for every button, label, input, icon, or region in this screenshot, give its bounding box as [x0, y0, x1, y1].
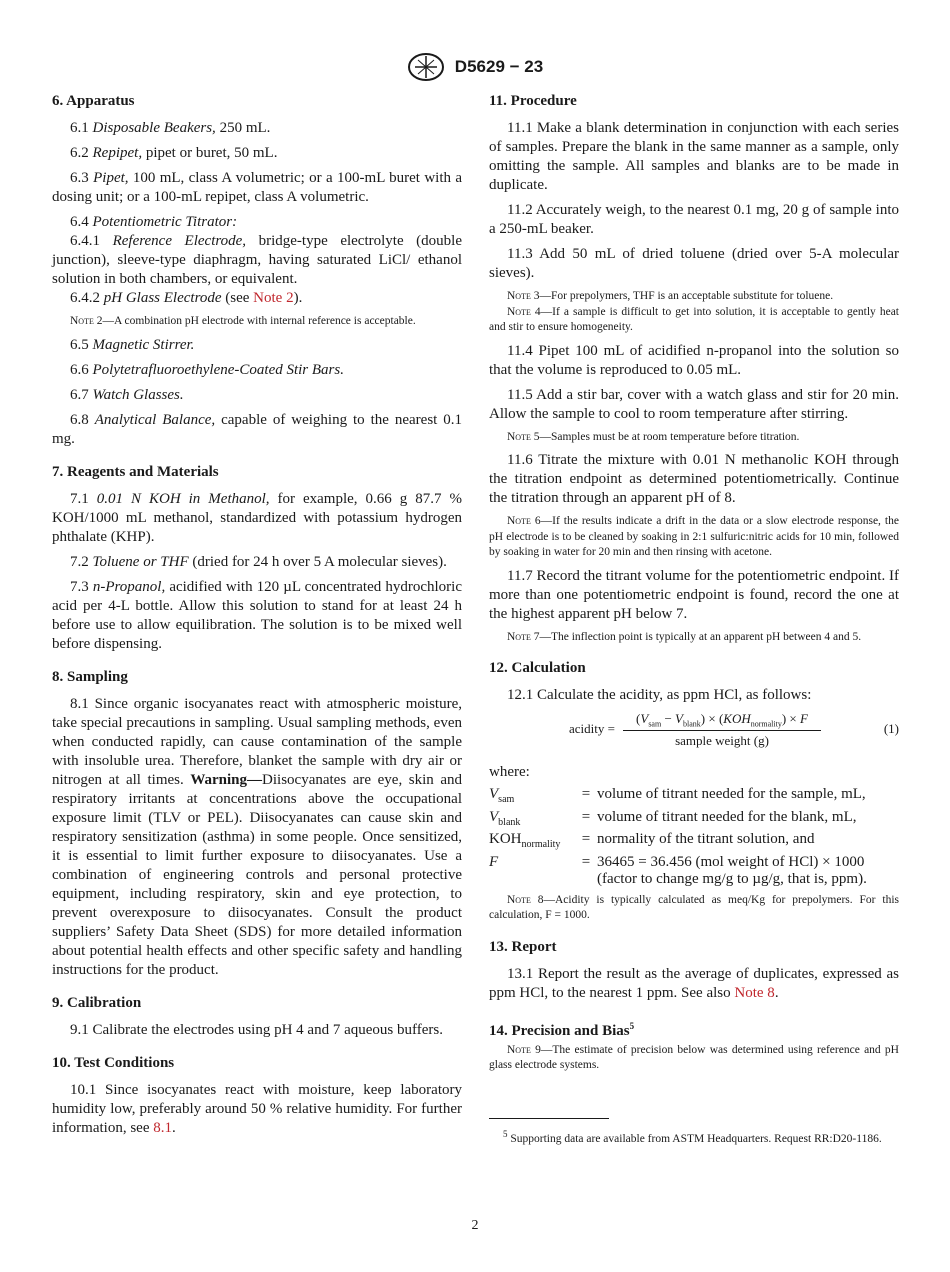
para-6-5: 6.5 Magnetic Stirrer. [70, 336, 195, 353]
footnote-divider [489, 1118, 609, 1119]
para-6-8: 6.8 Analytical Balance, capable of weighing to the nearest 0.1 mg. [52, 411, 463, 447]
para-7-1: 7.1 0.01 N KOH in Methanol, for example, 0.66 g 87.7 % KOH/1000 mL methanol, standardized with potassium hydrogen phthalate (KHP). [52, 490, 462, 545]
section-8-title: 8. Sampling [52, 668, 128, 685]
variable-definitions [489, 786, 899, 889]
equation-numerator: $(V_{sam} - V_{blank}) \times (KOH_{normality}) \times F$ [623, 711, 821, 731]
para-11-6: 11.6 Titrate the mixture with 0.01 N methanolic KOH through the titration endpoint as determined potentiometrically. Continue the titration through an apparent pH of 8. [489, 452, 899, 506]
para-7-3: 7.3 n-Propanol, acidified with 120 µL concentrated hydrochloric acid per 4-L bottle. Allow this solution to stand for at least 24 h before use to allow equilibration. The solution is to be mixed well before dispensing. [52, 578, 462, 652]
para-6-4: 6.4 Potentiometric Titrator: [70, 214, 238, 230]
para-6-7: 6.7 Watch Glasses. [70, 386, 184, 403]
definition-row: $V_{blank}$ = volume of titrant needed for the blank, mL, [489, 808, 857, 828]
note-2-link[interactable]: Note 2 [253, 290, 294, 306]
section-14-title: 14. Precision and Bias$^5$ [489, 1020, 635, 1039]
page-header [0, 52, 950, 82]
footnote-5: $^5$ Supporting data are available from ASTM Headquarters. Request RR:D20-1186. [503, 1128, 882, 1145]
section-11-title: 11. Procedure [489, 93, 577, 109]
note-7: Note 7—The inflection point is typically at an apparent pH between 4 and 5. [507, 630, 862, 643]
equation-1 [489, 711, 899, 755]
section-7-title: 7. Reagents and Materials [52, 463, 219, 480]
para-6-3: 6.3 Pipet, 100 mL, class A volumetric; or a 100-mL buret with a dosing unit; or a 100-mL repipet, class A volumetric. [52, 170, 462, 205]
left-column [52, 92, 462, 1144]
note-6: Note 6—If the results indicate a drift in the data or a slow electrode response, the pH electrode is to be cleaned by soaking in 2:1 sulfuric:nitric acids for 10 min, followed by soaking in water for 20 min and then rinsing with acetone. [489, 515, 899, 558]
section-12-title: 12. Calculation [489, 660, 586, 676]
page-number: 2 [471, 1218, 479, 1233]
section-13-title: 13. Report [489, 938, 557, 955]
para-10-1: 10.1 Since isocyanates react with moisture, keep laboratory humidity low, preferably around 50 % relative humidity. For further information, see 8.1. [52, 1081, 462, 1136]
equation-fraction [623, 711, 821, 749]
astm-logo-icon [407, 52, 445, 82]
section-8-1-link[interactable]: 8.1 [153, 1119, 172, 1136]
para-7-2: 7.2 Toluene or THF (dried for 24 h over 5 A molecular sieves). [70, 553, 447, 570]
para-8-1: 8.1 Since organic isocyanates react with atmospheric moisture, take special precautions in sampling. Usual sampling methods, even when conducted rapidly, can cause contamination of the sample with insoluble urea. Therefore, blanket the sample with dry air or nitrogen at all times. Warning—Diisocyanates are eye, skin and respiratory irritants at concentrations above the occupational exposure limit (TLV or PEL). Diisocyanates can cause skin and respiratory sensitization (asthma) in some people. Once sensitized, it is essential to limit further exposure to diisocyanates. Use a combination of engineering controls and personal protective equipment, including respiratory, skin and eye protection, to prevent overexposure to diisocyanates. Consult the product suppliers’ Safety Data Sheet (SDS) for more detailed information about potential health effects and other specific safety and handling instructions for the product. [52, 695, 462, 978]
definition-row: F = 36465 = 36.456 (mol weight of HCl) × 1000 (factor to change mg/g to µg/g, that is, ppm). [489, 853, 867, 887]
para-6-6: 6.6 Polytetrafluoroethylene-Coated Stir Bars. [70, 361, 344, 378]
para-6-1: 6.1 Disposable Beakers, 250 mL. [70, 120, 271, 136]
para-6-2: 6.2 Repipet, pipet or buret, 50 mL. [70, 145, 278, 161]
right-column [489, 92, 899, 1147]
note-9: Note 9—The estimate of precision below was determined using reference and pH glass electrode systems. [489, 1043, 899, 1071]
equation-number: (1) [883, 721, 899, 736]
note-8-link[interactable]: Note 8 [734, 984, 775, 1001]
para-11-1: 11.1 Make a blank determination in conjunction with each series of samples. Prepare the blank in the same manner as a sample, only omitting the sample. All samples and blanks are to be made in duplicate. [489, 120, 899, 193]
note-5: Note 5—Samples must be at room temperature before titration. [507, 430, 800, 443]
para-11-5: 11.5 Add a stir bar, cover with a watch glass and stir for 20 min. Allow the sample to cool to room temperature after stirring. [489, 386, 899, 422]
note-2: Note 2—A combination pH electrode with internal reference is acceptable. [70, 315, 416, 327]
para-11-7: 11.7 Record the titrant volume for the potentiometric endpoint. If more than one potentiometric endpoint is found, record the one at the highest apparent pH below 7. [489, 567, 899, 622]
para-11-4: 11.4 Pipet 100 mL of acidified n-propanol into the solution so that the volume is reproduced to 0.05 mL. [489, 342, 899, 378]
note-3: Note 3—For prepolymers, THF is an acceptable substitute for toluene. [507, 290, 834, 302]
definition-row: $V_{sam}$ = volume of titrant needed for the sample, mL, [489, 786, 866, 805]
note-8: Note 8—Acidity is typically calculated as meq/Kg for prepolymers. For this calculation, F = 1000. [489, 893, 899, 921]
para-11-2: 11.2 Accurately weigh, to the nearest 0.1 mg, 20 g of sample into a 250-mL beaker. [489, 202, 899, 237]
document-designation: D5629 − 23 [454, 57, 544, 76]
para-9-1: 9.1 Calibrate the electrodes using pH 4 and 7 aqueous buffers. [70, 1021, 443, 1038]
para-6-4-2: 6.4.2 pH Glass Electrode (see Note 2). [70, 290, 303, 306]
para-6-4-1: 6.4.1 Reference Electrode, bridge-type electrolyte (double junction), sleeve-type diaphragm, having saturated LiCl/ ethanol solution in both chambers, or equivalent. [52, 233, 463, 287]
para-13-1: 13.1 Report the result as the average of duplicates, expressed as ppm HCl, to the nearest 1 ppm. See also Note 8. [489, 965, 899, 1001]
section-9-title: 9. Calibration [52, 994, 142, 1011]
definition-row: $KOH_{normality}$ = normality of the titrant solution, and [489, 831, 815, 850]
equation-denominator: sample weight (g) [675, 732, 769, 748]
note-4: Note 4—If a sample is difficult to get into solution, it is acceptable to gently heat and stir to ensure homogeneity. [489, 305, 899, 333]
para-11-3: 11.3 Add 50 mL of dried toluene (dried over 5-A molecular sieves). [489, 246, 899, 281]
equation-lhs: acidity = [569, 721, 615, 736]
section-10-title: 10. Test Conditions [52, 1054, 175, 1071]
section-6-title: 6. Apparatus [52, 93, 135, 109]
para-12-1: 12.1 Calculate the acidity, as ppm HCl, as follows: [507, 687, 812, 703]
where-label: where: [489, 764, 530, 780]
